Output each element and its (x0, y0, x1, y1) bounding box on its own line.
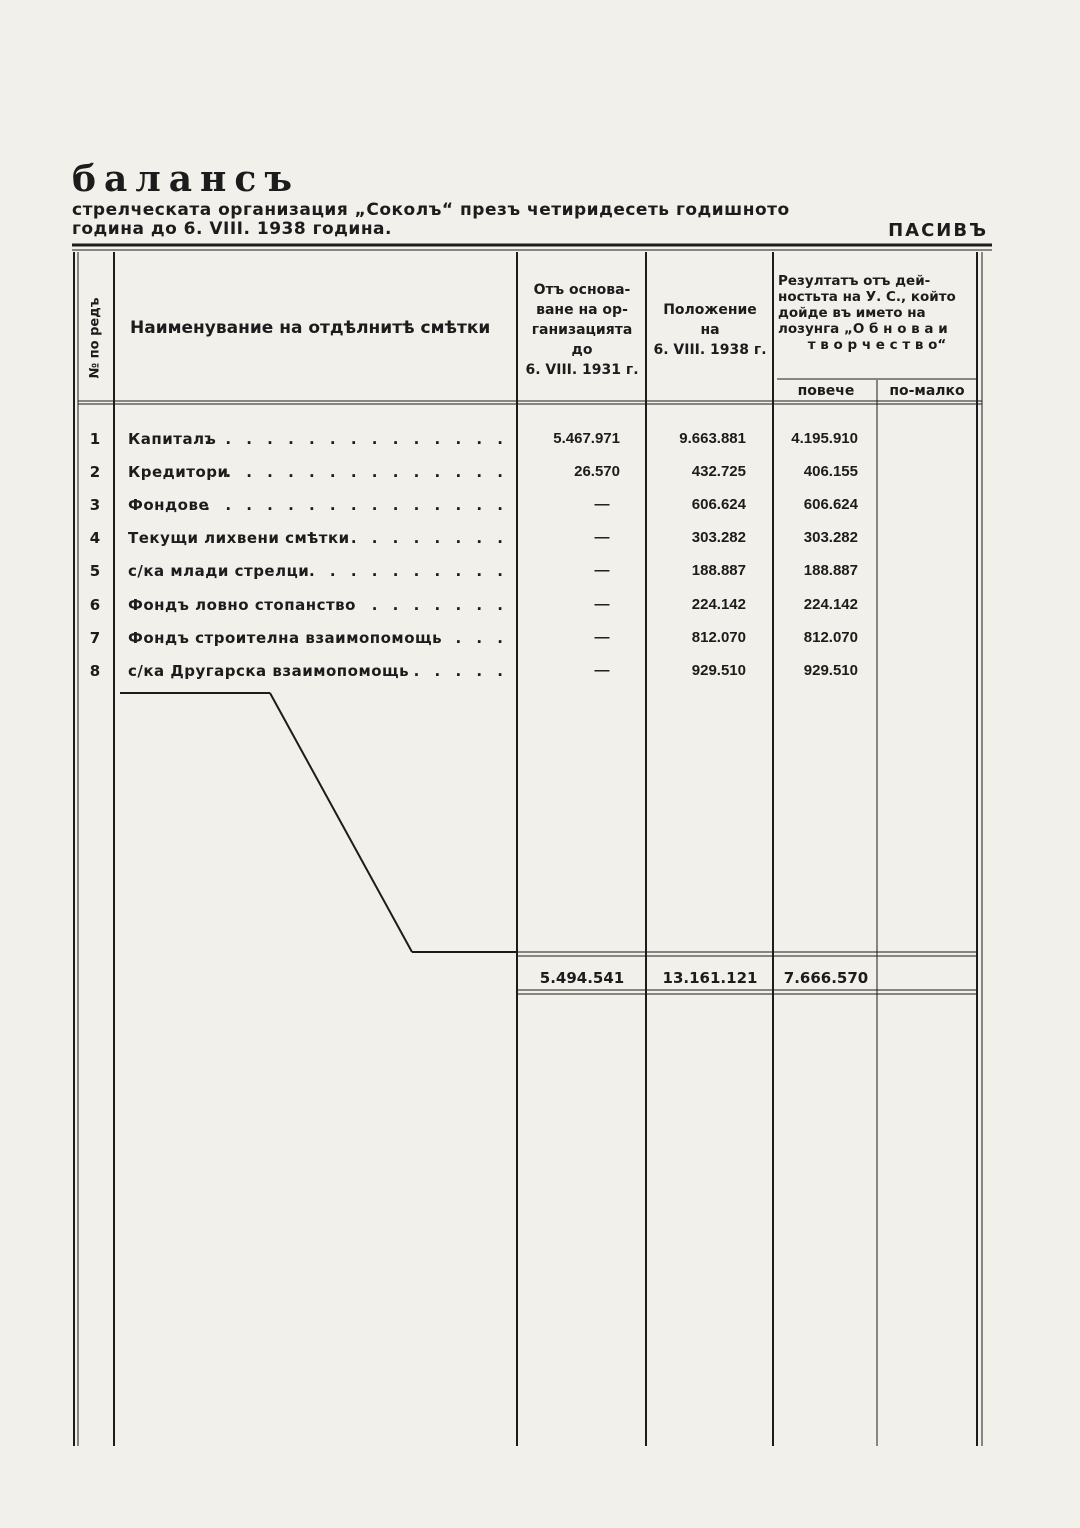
row-number: 7 (89, 628, 101, 647)
row-leader-dots: . . . . . . . . . . (309, 562, 508, 581)
table-row (0, 430, 1080, 463)
row-account-name: Фондъ строителна взаимопомощь (128, 628, 443, 647)
table-row (0, 496, 1080, 529)
row-account-name: с/ка Другарска взаимопомощь (128, 661, 410, 680)
document-subtitle-line1: стрелческата организация „Соколъ“ презъ четиридесеть годишното (72, 200, 790, 220)
row-account-name: Фондове (128, 496, 210, 515)
row-since-founding: — (594, 661, 610, 679)
column-header-result: Резултатъ отъ дей- ностьта на У. С., който дойде въ името на лозунга „О б н о в а и т в о р ч е с т в о“ (778, 273, 956, 353)
row-position-1938: 812.070 (691, 628, 746, 646)
column-header-more: повече (797, 383, 855, 399)
row-result-more: 406.155 (803, 463, 858, 481)
row-leader-dots: . . . . . . . (371, 595, 508, 614)
column-header-number: № по редъ (87, 297, 103, 379)
row-result-more: 606.624 (803, 496, 858, 514)
table-row (0, 629, 1080, 662)
row-account-name: Фондъ ловно стопанство (128, 595, 356, 614)
row-number: 8 (89, 661, 101, 680)
document-subtitle-line2: година до 6. VIII. 1938 година. (72, 219, 392, 239)
table-row (0, 562, 1080, 595)
row-since-founding: — (594, 562, 610, 580)
document-title: балансъ (72, 158, 300, 200)
row-leader-dots: . . . (455, 628, 508, 647)
total-position-1938: 13.161.121 (662, 969, 758, 987)
row-leader-dots: . . . . . (413, 661, 508, 680)
row-number: 5 (89, 562, 101, 581)
row-leader-dots: . . . . . . . . . . . . . . . (204, 496, 508, 515)
total-result-more: 7.666.570 (783, 969, 869, 987)
table-row (0, 463, 1080, 496)
row-position-1938: 606.624 (691, 496, 746, 514)
column-header-position-1938: Положение на 6. VIII. 1938 г. (653, 302, 767, 358)
table-row (0, 662, 1080, 695)
row-account-name: с/ка млади стрелци (128, 562, 310, 581)
row-position-1938: 929.510 (691, 661, 746, 679)
row-number: 2 (89, 463, 101, 482)
row-result-more: 224.142 (803, 595, 858, 613)
row-number: 3 (89, 496, 101, 515)
total-since-founding: 5.494.541 (539, 969, 625, 987)
column-header-less: по-малко (889, 383, 965, 399)
row-number: 6 (89, 595, 101, 614)
row-position-1938: 188.887 (691, 562, 746, 580)
row-account-name: Кредитори (128, 463, 229, 482)
row-since-founding: — (594, 628, 610, 646)
row-result-more: 812.070 (803, 628, 858, 646)
row-account-name: Капиталъ (128, 430, 217, 448)
row-leader-dots: . . . . . . . . (350, 529, 508, 548)
row-since-founding: 26.570 (574, 463, 620, 481)
row-since-founding: — (594, 595, 610, 613)
section-label-pasiv: ПАСИВЪ (888, 220, 988, 241)
row-result-more: 4.195.910 (791, 430, 858, 447)
row-position-1938: 9.663.881 (679, 430, 746, 447)
table-row (0, 529, 1080, 562)
row-leader-dots: . . . . . . . . . . . . . . . (204, 430, 508, 448)
row-number: 4 (89, 529, 101, 548)
row-since-founding: — (594, 529, 610, 547)
column-header-account-name: Наименувание на отдѣлнитѣ смѣтки (130, 318, 491, 338)
row-number: 1 (89, 430, 101, 448)
column-header-since-founding: Отъ основа- ване на ор- ганизацията до 6. VIII. 1931 г. (525, 282, 639, 378)
row-result-more: 929.510 (803, 661, 858, 679)
row-since-founding: — (594, 496, 610, 514)
table-row (0, 596, 1080, 629)
row-result-more: 303.282 (803, 529, 858, 547)
row-position-1938: 224.142 (691, 595, 746, 613)
row-since-founding: 5.467.971 (553, 430, 620, 447)
row-position-1938: 432.725 (691, 463, 746, 481)
row-position-1938: 303.282 (691, 529, 746, 547)
row-account-name: Текущи лихвени смѣтки (128, 529, 350, 548)
row-leader-dots: . . . . . . . . . . . . . . (225, 463, 508, 482)
row-result-more: 188.887 (803, 562, 858, 580)
